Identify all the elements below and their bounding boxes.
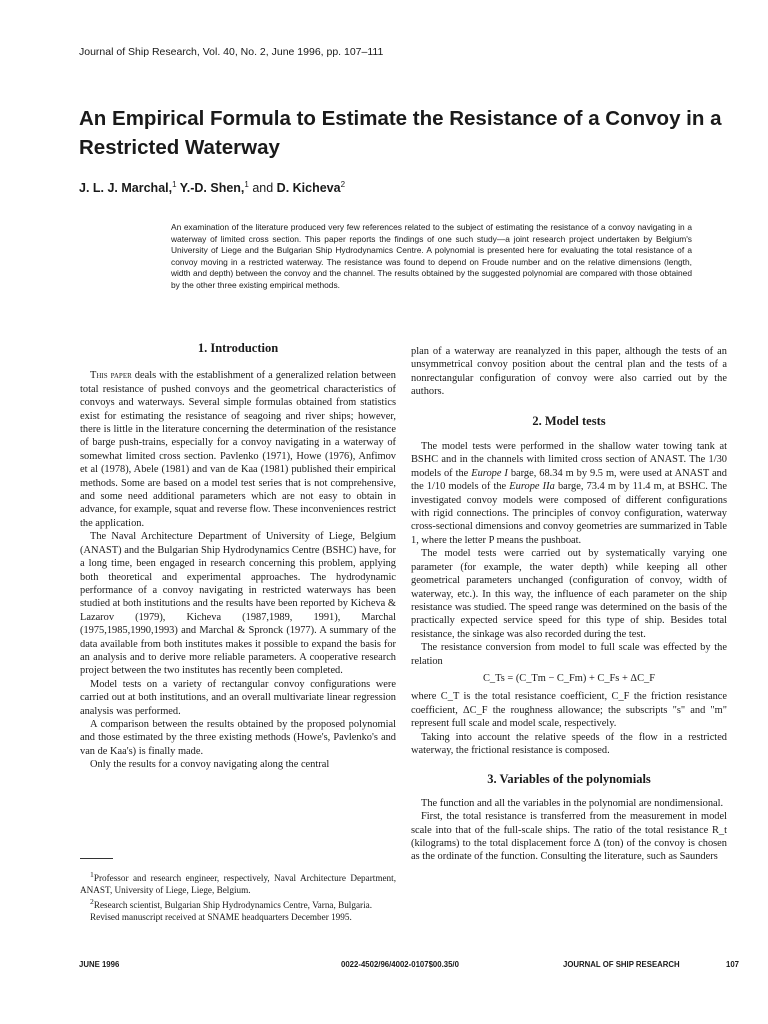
footnote-rule: [80, 858, 113, 859]
author-conjunction: and: [252, 181, 274, 196]
paragraph-text: barge, 68.34 m by 9.5 m, were used at ANAST and the 1/10 models of the: [411, 467, 728, 493]
footnote-1: [80, 869, 396, 896]
abstract: An examination of the literature produced very few references related to the subject of estimating the resistance of a convoy navigating in a waterway of limited cross section. This paper reports the findings of one such study—a joint research project undertaken by Belgium's University of Liege and the Bulgarian Ship Hydrodynamics Centre. A polynomial is presented here for evaluating the total resistance of a convoy moving in a restricted waterway. The resistance was found to depend on Froude number and on the relative dimensions (length, width and depth) between the convoy and the channel. The results obtained by the suggested polynomial are compared with those obtained by the other three existing empirical methods.: [171, 222, 692, 290]
footer-journal: JOURNAL OF SHIP RESEARCH: [563, 960, 680, 969]
body-paragraph: [411, 440, 727, 547]
body-paragraph: The model tests were carried out by systematically varying one parameter (for example, the water depth) while keeping all other geometrical parameters unchanged (configuration of convoy, width of waterway, etc.). In this way, the influence of each parameter on the ship resistance was studied. The speed range was determined on the basis of the practically expected service speed for this type of ship. Besides total resistance, the sinkage was also recorded during the test.: [411, 548, 727, 640]
footnote-text: Professor and research engineer, respectively, Naval Architecture Department, ANAST, University of Liege, Liege, Belgium.: [80, 873, 396, 895]
section-heading-variables: 3. Variables of the polynomials: [487, 772, 651, 787]
author-kicheva: D. Kicheva: [276, 181, 341, 196]
footnote-mark: 2: [90, 897, 94, 907]
affiliation-mark: 1: [244, 180, 249, 189]
footnote-text: Research scientist, Bulgarian Ship Hydrodynamics Centre, Varna, Bulgaria.: [93, 900, 373, 911]
affiliation-mark: 2: [340, 180, 346, 189]
paper-title: An Empirical Formula to Estimate the Resistance of a Convoy in a Restricted Waterway: [79, 107, 722, 159]
affiliation-mark: 1: [172, 180, 177, 189]
footnote-mark: 1: [90, 870, 94, 879]
footnote-3: Revised manuscript received at SNAME headquarters December 1995.: [90, 911, 352, 922]
body-paragraph: Taking into account the relative speeds of the flow in a restricted waterway, the frictional resistance is composed.: [411, 731, 727, 756]
footer-code: 0022-4502/96/4002-0107$00.35/0: [341, 960, 459, 969]
footer-date: JUNE 1996: [79, 960, 120, 969]
body-paragraph: where C_T is the total resistance coefficient, C_F the friction resistance coefficient, ΔC_F the roughness allowance; the subscripts "s" and "m" represent full scale and model scale, respectively.: [411, 691, 727, 730]
section-heading-model-tests: 2. Model tests: [532, 413, 606, 428]
body-paragraph: The function and all the variables in the polynomial are nondimensional.: [421, 797, 724, 809]
author-marchal: J. L. J. Marchal,: [79, 181, 173, 196]
footer-page-number: 107: [726, 960, 740, 969]
footnotes: [80, 858, 396, 924]
paragraph-text: barge, 73.4 m by 11.4 m, at BSHC. The investigated convoy models were composed of different configurations with rigid connections. The principles of convoy configuration, waterway cross-sectional dimensions and convoy geometries are summarized in Table 1, where the letter P means the pushboat.: [411, 481, 727, 546]
body-paragraph: A comparison between the results obtained by the proposed polynomial and those estimated by the three existing methods (Howe's, Pavlenko's and van de Kaa's) is finally made.: [80, 718, 396, 757]
paragraph-text: deals with the establishment of a generalized relation between total resistance of pushed convoys and the geometrical characteristics of convoys and waterways. Several simple formulas obtained from statistics exist for estimating the resistance of seagoing and river ships; however, there is little in the literature concerning the determination of the resistance of barge push-trains, especially for a convoy navigating in a waterway of somewhat limited cross section. Pavlenko (1971), Howe (1976), Anfimov et al (1978), Abele (1981) and van de Kaa (1981) published their empirical methods. Some are based on a model test series that is not comprehensive, and some need additional parameters which are not easy to obtain in advance, for example, squat and reverse flow. These inconveniences restrict the application.: [80, 370, 396, 529]
paragraph-text: The model tests were performed in the shallow water towing tank at BSHC and in the channels with limited cross section of ANAST. The 1/30 models of the: [411, 441, 727, 479]
right-column: [411, 345, 727, 864]
lead-in: This paper: [90, 370, 132, 382]
author-shen: Y.-D. Shen,: [179, 181, 245, 196]
body-paragraph: Model tests on a variety of rectangular convoy configurations were carried out at both institutions, and an overall multivariate linear regression analysis was performed.: [80, 678, 396, 717]
author-list: [79, 180, 345, 195]
section-heading-introduction: 1. Introduction: [197, 341, 279, 355]
barge-name: Europe I: [471, 467, 508, 479]
conversion-equation: C_Ts = (C_Tm − C_Fm) + C_Fs + ΔC_F: [482, 672, 655, 684]
barge-name: Europe IIa: [509, 481, 555, 493]
body-paragraph: First, the total resistance is transferred from the measurement in model scale into that of the full-scale ships. The ratio of the total resistance R_t (kilograms) to the total displacement force Δ (ton) of the convoy is chosen as the ordinate of the function. Consulting the literature, such as Saunders: [411, 811, 727, 863]
journal-citation: Journal of Ship Research, Vol. 40, No. 2, June 1996, pp. 107–111: [79, 46, 384, 58]
footnote-2: [80, 896, 396, 912]
body-paragraph: plan of a waterway are reanalyzed in this paper, although the tests of an unsymmetrical convoy position about the central plan and the tests of a nonrectangular configuration of convoy were also carried out by the authors.: [411, 346, 727, 398]
body-paragraph: [80, 369, 396, 530]
body-paragraph: The Naval Architecture Department of University of Liege, Belgium (ANAST) and the Bulgarian Ship Hydrodynamics Centre (BSHC) have, for a long time, been engaged in research concerning this problem, applying both theoretical and experimental approaches. The hydrodynamic performance of a convoy navigating in restricted waterways has been studied at both institutions and the results have been reported by Kicheva & Lazarov (1979), Kicheva (1987,1989, 1991), Marchal (1975,1985,1990,1993) and Marchal & Spronck (1977). A summary of the data available from both institutes makes it possible to expand the basis for an analysis and to derive more reliable parameters. A cooperative research project between the two institutes has recently been completed.: [80, 531, 396, 677]
body-paragraph: The resistance conversion from model to full scale was effected by the relation: [411, 642, 727, 667]
left-column: [80, 342, 396, 772]
body-paragraph: Only the results for a convoy navigating along the central: [90, 759, 330, 771]
